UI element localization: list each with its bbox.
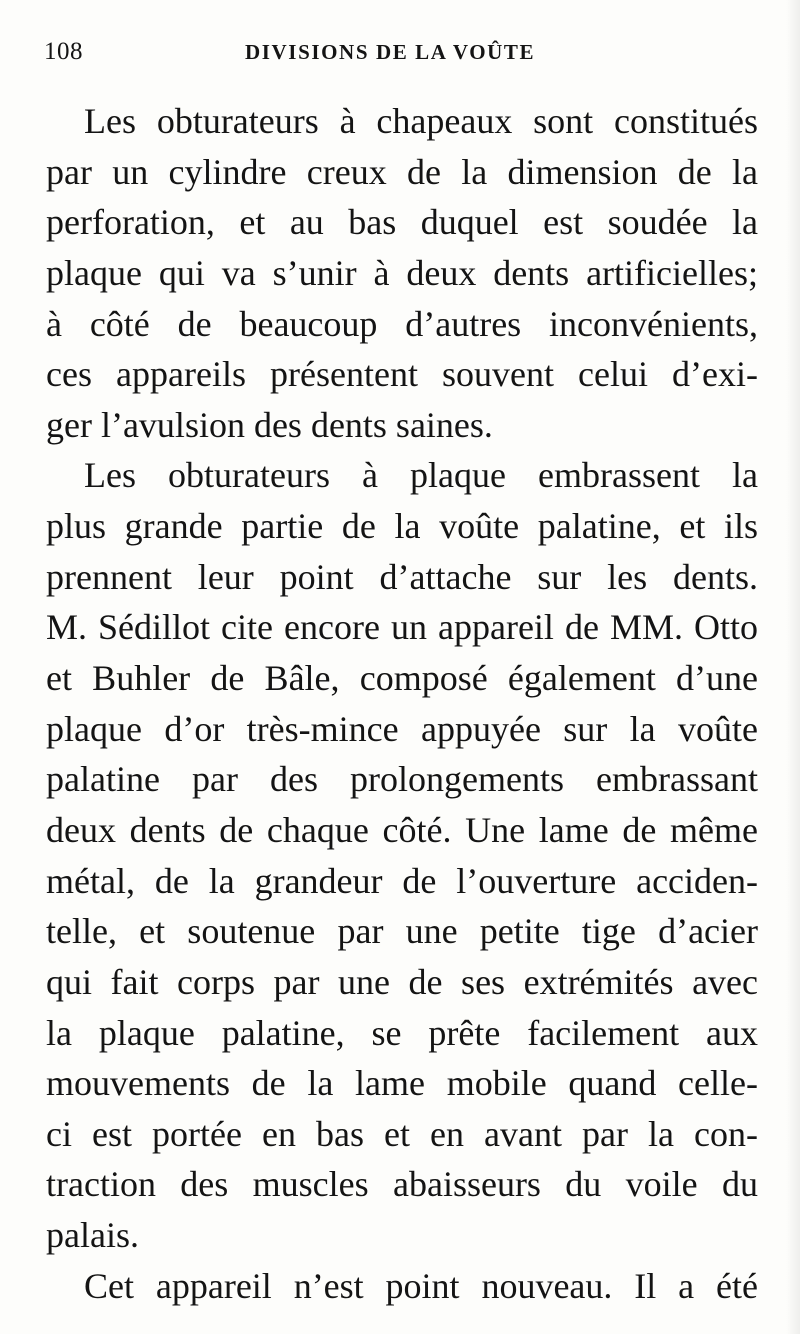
text-line: palatine par des prolongements embrassant <box>46 759 758 800</box>
text-line: palais. <box>46 1215 139 1256</box>
text-line: mouvements de la lame mobile quand celle- <box>46 1063 758 1104</box>
text-line: qui fait corps par une de ses extrémités avec <box>46 961 758 1002</box>
text-line: Cet appareil n’est point nouveau. Il a été <box>84 1265 758 1306</box>
text-line: plaque d’or très-mince appuyée sur la voûte <box>46 708 758 749</box>
text-line: Les obturateurs à chapeaux sont constitués <box>84 101 758 141</box>
text-line: perforation, et au bas duquel est soudée la <box>46 202 758 243</box>
page-edge-shadow <box>786 0 800 1334</box>
text-line: plaque qui va s’unir à deux dents artificielles; <box>46 252 758 293</box>
text-line: Les obturateurs à plaque embrassent la <box>84 455 758 496</box>
text-line: traction des muscles abaisseurs du voile du <box>46 1164 758 1205</box>
text-line: ci est portée en bas et en avant par la con- <box>46 1113 758 1154</box>
text-line: et Buhler de Bâle, composé également d’une <box>46 658 758 699</box>
text-line: à côté de beaucoup d’autres inconvénients, <box>46 303 758 344</box>
text-line: deux dents de chaque côté. Une lame de même <box>46 809 758 850</box>
text-line: plus grande partie de la voûte palatine, et ils <box>46 506 758 547</box>
text-line: la plaque palatine, se prête facilement aux <box>46 1012 758 1053</box>
text-line: prennent leur point d’attache sur les dents. <box>46 556 758 597</box>
text-line: ger l’avulsion des dents saines. <box>46 404 493 445</box>
running-head: DIVISIONS DE LA VOÛTE <box>245 40 536 64</box>
text-line: par un cylindre creux de la dimension de la <box>46 151 758 192</box>
text-line: métal, de la grandeur de l’ouverture acciden- <box>46 860 758 901</box>
body-text <box>46 96 758 1311</box>
text-line: ces appareils présentent souvent celui d’exi- <box>46 354 758 395</box>
page-number: 108 <box>44 38 83 65</box>
text-line: telle, et soutenue par une petite tige d’acier <box>46 911 758 952</box>
text-line: M. Sédillot cite encore un appareil de MM. Otto <box>46 607 758 648</box>
